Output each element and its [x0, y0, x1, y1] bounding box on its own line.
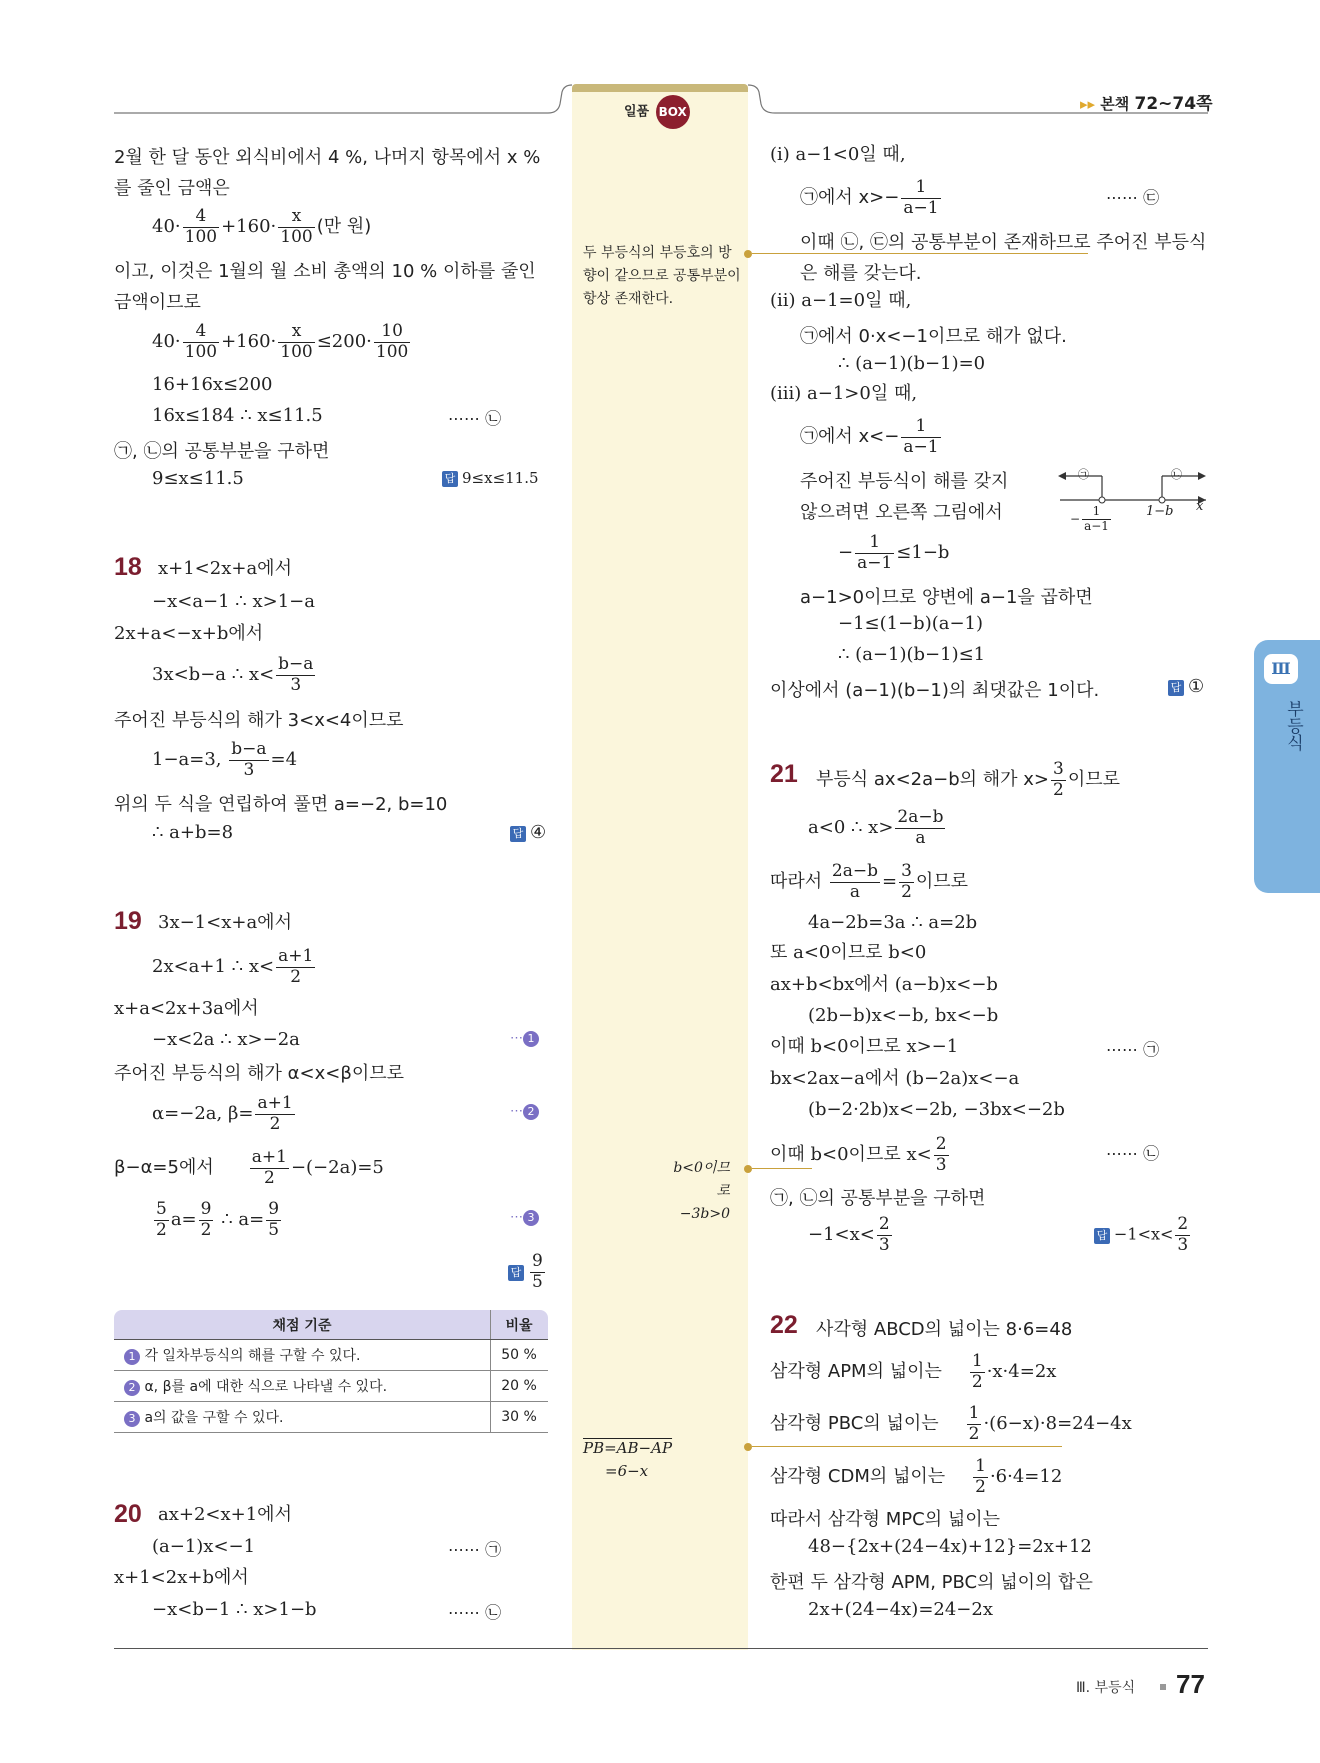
- p20-right-16: 이상에서 (a−1)(b−1)의 최댓값은 1이다.: [770, 680, 1100, 701]
- table-row: [114, 1340, 548, 1371]
- p20-line-3: x+1<2x+b에서: [114, 1567, 249, 1588]
- p20-right-3: 이때 ㉡, ㉢의 공통부분이 존재하므로 주어진 부등식: [800, 232, 1207, 253]
- margin-note-3-line: PB=AB−AP: [583, 1439, 673, 1457]
- p19-number: 19: [114, 907, 142, 935]
- note-3-connector: [752, 1446, 1062, 1447]
- margin-note-2-line: b<0이므로: [673, 1160, 730, 1199]
- p22-line-7: 한편 두 삼각형 APM, PBC의 넓이의 합은: [770, 1572, 1093, 1593]
- p20-answer: [1168, 678, 1204, 696]
- p21-line-8: 이때 b<0이므로 x>−1: [770, 1036, 959, 1057]
- p20-number: 20: [114, 1500, 142, 1528]
- p17-answer: [442, 471, 539, 487]
- ratio-cell: 20 %: [491, 1371, 549, 1402]
- fraction: $\frac{1}{2}$: [968, 1403, 980, 1444]
- p21-line-12: ㉠, ㉡의 공통부분을 구하면: [770, 1188, 986, 1209]
- step-marker-icon: 2: [124, 1380, 140, 1396]
- fraction: $\frac{2a-b}{a}$: [897, 807, 944, 848]
- box-badge: BOX: [656, 95, 690, 129]
- fraction: $\frac{9}{5}$: [532, 1251, 543, 1292]
- p20-right-15: ∴ (a−1)(b−1)≤1: [838, 644, 986, 665]
- chapter-side-tab: [1254, 640, 1320, 893]
- fraction: $\frac{4}{100}$: [184, 321, 218, 362]
- footer-chapter: Ⅲ. 부등식: [1076, 1680, 1136, 1696]
- p17-line-3: 이고, 이것은 1월의 월 소비 총액의 10 % 이하를 줄인: [114, 261, 536, 282]
- fraction: $\frac{3}{2}$: [1052, 759, 1064, 800]
- p18-line-3: 2x+a<−x+b에서: [114, 623, 264, 644]
- p19-line-8: $\frac{5}{2}$ a= $\frac{9}{2}$ ∴ a= $\frac{9}{5}$: [156, 1199, 280, 1240]
- fraction: $\frac{1}{a-1}$: [903, 177, 939, 218]
- p19-step-2: ⋯ 2: [510, 1104, 539, 1120]
- ratio-cell: 30 %: [491, 1402, 549, 1433]
- p22-line-1: 사각형 ABCD의 넓이는 8·6=48: [816, 1319, 1073, 1340]
- answer-value: ①: [1188, 676, 1205, 697]
- p18-number: 18: [114, 553, 142, 581]
- p19-line-6: α=−2a, β= $\frac{a+1}{2}$: [152, 1093, 293, 1134]
- p17-line-1: 2월 한 달 동안 외식비에서 4 %, 나머지 항목에서 x %: [114, 147, 541, 168]
- p21-number: 21: [770, 760, 798, 788]
- fraction: $\frac{4}{100}$: [184, 206, 218, 247]
- fig-tick-left: − $\frac{1}{a-1}$: [1070, 504, 1109, 533]
- step-marker-icon: 1: [523, 1031, 539, 1047]
- p20-right-8: (ⅲ) a−1>0일 때,: [770, 383, 918, 404]
- p22-line-2: 삼각형 APM의 넓이는 $\frac{1}{2}$ ·x·4=2x: [770, 1351, 1057, 1392]
- footer-separator: [1160, 1684, 1166, 1690]
- p20-tag-3: ⋯⋯ ㉢: [1106, 188, 1160, 207]
- p18-answer: [510, 824, 546, 842]
- ref-pages: 72~74쪽: [1134, 94, 1213, 114]
- step-marker-icon: 3: [523, 1210, 539, 1226]
- answer-icon: 답: [1168, 680, 1184, 696]
- answer-value: ④: [530, 822, 547, 843]
- p21-line-11: 이때 b<0이므로 x< $\frac{2}{3}$: [770, 1134, 947, 1175]
- note-1-connector-dot: [744, 250, 752, 258]
- p19-line-7: β−α=5에서 $\frac{a+1}{2}$ −(−2a)=5: [114, 1147, 384, 1188]
- p17-expr-2: 40· $\frac{4}{100}$ +160· $\frac{x}{100}$ ≤200· $\frac{10}{100}$: [152, 321, 409, 362]
- margin-note-2-line: −3b>0: [679, 1206, 730, 1222]
- step-marker-icon: 2: [523, 1104, 539, 1120]
- p18-line-1: x+1<2x+a에서: [158, 558, 292, 579]
- fraction: $\frac{a+1}{2}$: [257, 1093, 293, 1134]
- expr-part: +160·: [221, 216, 277, 238]
- p21-line-4: 4a−2b=3a ∴ a=2b: [808, 912, 978, 933]
- fig-label-left: ㉠: [1078, 468, 1089, 481]
- p19-line-1: 3x−1<x+a에서: [158, 912, 292, 933]
- p20-right-6: ㉠에서 0·x<−1이므로 해가 없다.: [800, 326, 1067, 347]
- p21-tag-2: ⋯⋯ ㉡: [1106, 1144, 1160, 1163]
- p17-expr-3: 16+16x≤200: [152, 374, 273, 395]
- fig-tick-right: 1−b: [1146, 504, 1174, 519]
- scoring-header-criteria: 채점 기준: [114, 1310, 491, 1340]
- fraction: $\frac{2a-b}{a}$: [831, 861, 878, 902]
- fraction: $\frac{b-a}{3}$: [278, 654, 314, 695]
- fraction: $\frac{a+1}{2}$: [278, 946, 314, 987]
- p22-line-8: 2x+(24−4x)=24−2x: [808, 1599, 993, 1620]
- table-row: [114, 1402, 548, 1433]
- fraction: $\frac{a+1}{2}$: [251, 1147, 287, 1188]
- scoring-header-ratio: 비율: [491, 1310, 549, 1340]
- fraction: $\frac{3}{2}$: [901, 861, 912, 902]
- page-reference: [1080, 89, 1213, 114]
- fraction: $\frac{x}{100}$: [280, 206, 313, 247]
- answer-value: 9≤x≤11.5: [462, 469, 539, 487]
- p20-right-5: (ⅱ) a−1=0일 때,: [770, 290, 912, 311]
- p20-right-9: ㉠에서 x<− $\frac{1}{a-1}$: [800, 416, 939, 457]
- p21-answer: 답 −1<x< $\frac{2}{3}$: [1094, 1215, 1192, 1255]
- table-row: [114, 1371, 548, 1402]
- p20-line-4: −x<b−1 ∴ x>1−b: [152, 1599, 317, 1620]
- page-number: 77: [1176, 1669, 1205, 1699]
- expr-part: 40·: [152, 216, 181, 238]
- fraction: $\frac{10}{100}$: [375, 321, 409, 362]
- criteria-cell: 2 α, β를 a에 대한 식으로 나타낼 수 있다.: [114, 1371, 491, 1402]
- p21-line-9: bx<2ax−a에서 (b−2a)x<−a: [770, 1068, 1020, 1089]
- p17-expr-5: 9≤x≤11.5: [152, 468, 244, 489]
- p21-tag-1: ⋯⋯ ㉠: [1106, 1040, 1160, 1059]
- chapter-side-label: 부등식: [1283, 700, 1303, 751]
- p18-line-5: 주어진 부등식의 해가 3<x<4이므로: [114, 710, 404, 731]
- scoring-table-header: [114, 1310, 548, 1340]
- box-label: [624, 95, 690, 129]
- ratio-cell: 50 %: [491, 1340, 549, 1371]
- ref-arrow-icon: ▸▸: [1080, 95, 1096, 113]
- p19-line-5: 주어진 부등식의 해가 α<x<β이므로: [114, 1063, 404, 1084]
- p20-right-14: −1≤(1−b)(a−1): [838, 613, 984, 634]
- p22-line-5: 따라서 삼각형 MPC의 넓이는: [770, 1509, 1000, 1530]
- p17-expr-1: [152, 207, 371, 247]
- p17-line-5: ㉠, ㉡의 공통부분을 구하면: [114, 441, 330, 462]
- p20-right-1: (ⅰ) a−1<0일 때,: [770, 144, 906, 165]
- p21-line-7: (2b−b)x<−b, bx<−b: [808, 1005, 999, 1026]
- p17-tag-2: ⋯⋯ ㉡: [448, 409, 502, 428]
- p17-expr-4: 16x≤184 ∴ x≤11.5: [152, 405, 323, 426]
- margin-note-1-line: 향이 같으므로 공통부분이: [583, 268, 741, 284]
- p20-tag-2: ⋯⋯ ㉡: [448, 1603, 502, 1622]
- expr-part: (만 원): [316, 216, 372, 238]
- p20-right-4: 은 해를 갖는다.: [800, 263, 922, 284]
- fig-axis-label: x: [1196, 499, 1204, 514]
- p18-line-8: ∴ a+b=8: [152, 822, 234, 843]
- note-2-connector-dot: [744, 1165, 752, 1173]
- step-marker-icon: 3: [124, 1411, 140, 1427]
- step-marker-icon: 1: [124, 1349, 140, 1365]
- footer-rule: [114, 1648, 1208, 1649]
- p19-step-3: ⋯ 3: [510, 1210, 539, 1226]
- p22-number: 22: [770, 1311, 798, 1339]
- answer-icon: 답: [508, 1265, 524, 1281]
- p20-right-11: 않으려면 오른쪽 그림에서: [800, 502, 1003, 523]
- criteria-cell: 3 a의 값을 구할 수 있다.: [114, 1402, 491, 1433]
- p21-line-3: 따라서 $\frac{2a-b}{a}$ = $\frac{3}{2}$ 이므로: [770, 861, 969, 902]
- p20-right-10: 주어진 부등식이 해를 갖지: [800, 471, 1009, 492]
- p20-right-12: − $\frac{1}{a-1}$ ≤1−b: [838, 532, 950, 573]
- fraction: $\frac{2}{3}$: [1177, 1214, 1189, 1255]
- p21-line-6: ax+b<bx에서 (a−b)x<−b: [770, 974, 998, 995]
- fraction: $\frac{1}{a-1}$: [857, 532, 893, 573]
- fig-label-right: ㉡: [1171, 468, 1182, 481]
- margin-note-3-line: =6−x: [605, 1462, 649, 1480]
- fraction: $\frac{2}{3}$: [935, 1134, 947, 1175]
- center-margin-strip: [572, 88, 748, 1650]
- p20-right-13: a−1>0이므로 양변에 a−1을 곱하면: [800, 587, 1093, 608]
- p20-line-2: (a−1)x<−1: [152, 1536, 256, 1557]
- p22-line-6: 48−{2x+(24−4x)+12}=2x+12: [808, 1536, 1092, 1557]
- p19-step-1: ⋯ 1: [510, 1031, 539, 1047]
- fraction: $\frac{1}{2}$: [975, 1456, 986, 1497]
- p22-line-3: 삼각형 PBC의 넓이는 $\frac{1}{2}$ ·(6−x)·8=24−4x: [770, 1403, 1132, 1444]
- fraction: $\frac{b-a}{3}$: [231, 739, 267, 780]
- p21-line-13: −1<x< $\frac{2}{3}$: [808, 1214, 890, 1255]
- fraction: $\frac{1}{2}$: [971, 1351, 983, 1392]
- answer-icon: 답: [1094, 1228, 1110, 1244]
- fraction: $\frac{5}{2}$: [156, 1199, 167, 1240]
- p18-line-4: 3x<b−a ∴ x< $\frac{b-a}{3}$: [152, 654, 314, 695]
- p17-line-2: 를 줄인 금액은: [114, 178, 230, 199]
- criteria-cell: 1 각 일차부등식의 해를 구할 수 있다.: [114, 1340, 491, 1371]
- p21-line-5: 또 a<0이므로 b<0: [770, 942, 927, 963]
- margin-note-1: [583, 242, 741, 311]
- p20-right-7: ∴ (a−1)(b−1)=0: [838, 353, 986, 374]
- answer-icon: 답: [442, 471, 458, 487]
- p22-line-4: 삼각형 CDM의 넓이는 $\frac{1}{2}$ ·6·4=12: [770, 1456, 1063, 1497]
- p19-answer: [508, 1252, 547, 1292]
- scoring-table: [114, 1310, 548, 1433]
- chapter-roman-badge: Ⅲ: [1264, 654, 1298, 684]
- fraction: $\frac{1}{a-1}$: [1084, 504, 1109, 533]
- p18-line-2: −x<a−1 ∴ x>1−a: [152, 591, 315, 612]
- p19-line-4: −x<2a ∴ x>−2a: [152, 1029, 300, 1050]
- fraction: $\frac{9}{2}$: [200, 1199, 212, 1240]
- p21-line-1: 부등식 ax<2a−b의 해가 x> $\frac{3}{2}$ 이므로: [816, 759, 1120, 800]
- p19-line-2: 2x<a+1 ∴ x< $\frac{a+1}{2}$: [152, 946, 314, 987]
- p19-line-3: x+a<2x+3a에서: [114, 998, 259, 1019]
- p18-line-6: 1−a=3, $\frac{b-a}{3}$ =4: [152, 739, 298, 780]
- margin-note-3: [583, 1437, 672, 1483]
- fraction: $\frac{2}{3}$: [878, 1214, 890, 1255]
- p20-right-2: ㉠에서 x>− $\frac{1}{a-1}$: [800, 177, 939, 218]
- box-label-prefix: 일품: [624, 104, 650, 120]
- fraction: $\frac{9}{5}$: [268, 1199, 280, 1240]
- p18-line-7: 위의 두 식을 연립하여 풀면 a=−2, b=10: [114, 794, 448, 815]
- ref-prefix: 본책: [1100, 95, 1130, 113]
- margin-note-1-line: 두 부등식의 부등호의 방: [583, 245, 732, 261]
- margin-note-2: [660, 1157, 730, 1226]
- note-3-connector-dot: [744, 1443, 752, 1451]
- p17-line-4: 금액이므로: [114, 292, 201, 313]
- p20-line-1: ax+2<x+1에서: [158, 1504, 292, 1525]
- p21-line-10: (b−2·2b)x<−2b, −3bx<−2b: [808, 1099, 1065, 1120]
- fraction: $\frac{x}{100}$: [280, 321, 313, 362]
- margin-note-1-line: 항상 존재한다.: [583, 291, 674, 307]
- p21-line-2: a<0 ∴ x> $\frac{2a-b}{a}$: [808, 807, 944, 848]
- answer-icon: 답: [510, 826, 526, 842]
- p20-tag-1: ⋯⋯ ㉠: [448, 1540, 502, 1559]
- fraction: $\frac{1}{a-1}$: [903, 416, 939, 457]
